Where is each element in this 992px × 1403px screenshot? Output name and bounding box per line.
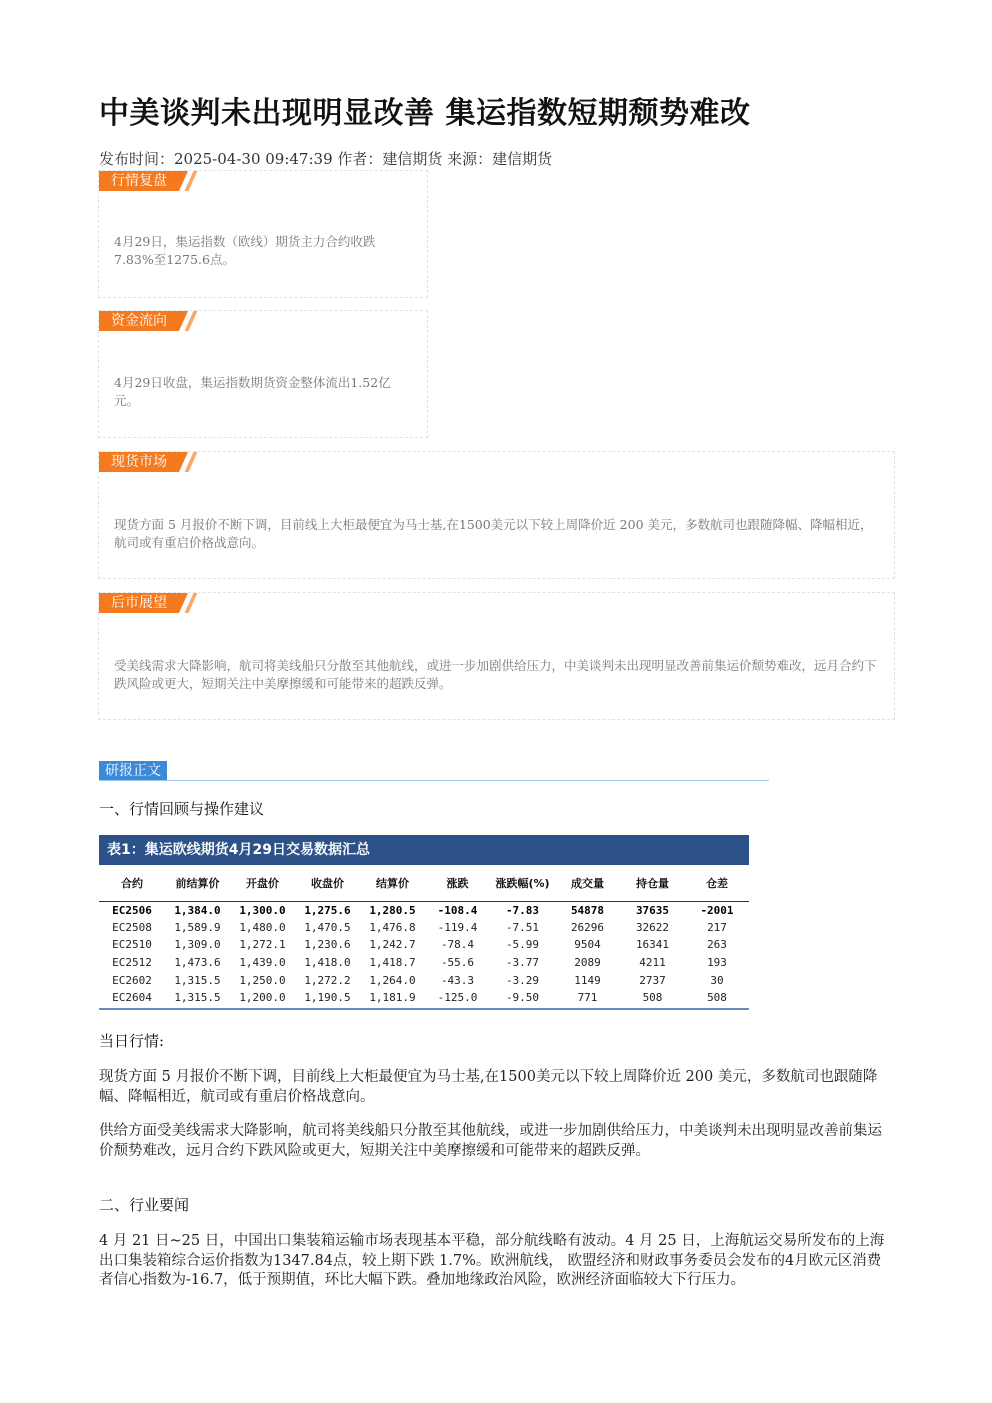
col-header: 持仓量 [636,876,669,890]
table-cell: 1,315.5 [174,973,221,987]
table-cell: 26296 [570,920,605,934]
table-title: 表1：集运欧线期货4月29日交易数据汇总 [99,835,749,865]
col-header: 开盘价 [246,876,279,890]
table-cell: 1,242.7 [369,938,416,952]
col-header: 前结算价 [175,876,220,890]
table-cell: 1,589.9 [174,920,221,934]
card-tag: 资金流向 [99,311,179,331]
table-cell: 1,300.0 [239,903,286,917]
card-text: 现货方面 5 月报价不断下调，目前线上大柜最便宜为马士基,在1500美元以下较上周降价近 200 美元，多数航司也跟随降幅、降幅相近，航司或有重启价格战意向。 [114,517,873,550]
table-cell: -3.29 [505,973,540,987]
table-cell: 1,473.6 [174,956,221,970]
table-cell: 1,190.5 [304,991,351,1005]
col-header: 涨跌幅(%) [495,876,550,890]
table-cell: -7.83 [505,903,540,917]
heading-industry-news: 二、行业要闻 [99,1196,190,1214]
table-cell: EC2604 [112,991,152,1005]
table-cell: 1,250.0 [239,973,286,987]
table-cell: 1,480.0 [239,920,286,934]
card-text: 受美线需求大降影响，航司将美线船只分散至其他航线，或进一步加剧供给压力，中美谈判未出现明显改善前集运价颓势难改，远月合约下跌风险或更大，短期关注中美摩擦缓和可能带来的超跌反弹。 [114,658,877,691]
table-cell: -108.4 [437,903,478,917]
table-cell: EC2510 [112,938,152,952]
table-cell: EC2512 [112,956,152,970]
section-divider [99,780,769,781]
table-cell: EC2602 [112,973,152,987]
table-cell: 1,470.5 [304,920,351,934]
heading-review: 一、行情回顾与操作建议 [99,800,265,818]
article-meta: 发布时间：2025-04-30 09:47:39 作者：建信期货 来源：建信期货 [99,150,553,168]
table-cell: 1,384.0 [174,903,221,917]
table-cell: 1,476.8 [369,920,416,934]
table-body [99,901,749,1007]
table-cell: -2001 [700,903,734,917]
card-tag: 现货市场 [99,452,179,472]
table-cell: EC2508 [112,920,152,934]
table-cell: 2737 [639,973,666,987]
table-row [99,971,749,989]
table-cell: 9504 [574,938,601,952]
table-cell: 30 [710,973,724,987]
table-row [99,954,749,972]
table-bottom-rule [99,1008,749,1010]
trade-data-table [99,835,749,1010]
col-header: 成交量 [571,876,604,890]
table-cell: 508 [642,991,663,1005]
table-cell: 1,315.5 [174,991,221,1005]
card-spot-market [98,451,895,579]
table-row [99,901,749,919]
daily-market-label: 当日行情: [99,1032,165,1050]
table-cell: 1,264.0 [369,973,416,987]
table-cell: 1,272.1 [239,938,286,952]
table-cell: 4211 [639,956,666,970]
table-cell: -9.50 [505,991,540,1005]
table-cell: 37635 [635,903,670,917]
col-header: 收盘价 [311,876,344,890]
table-row [99,936,749,954]
card-market-review [98,170,428,298]
col-header: 涨跌 [446,876,469,890]
card-outlook [98,592,895,720]
table-cell: 1,200.0 [239,991,286,1005]
table-cell: -3.77 [505,956,540,970]
table-cell: -119.4 [437,920,478,934]
table-row [99,919,749,937]
table-cell: -125.0 [437,991,478,1005]
table-cell: 32622 [635,920,670,934]
table-cell: 2089 [574,956,601,970]
card-tag: 后市展望 [99,593,179,613]
table-cell: 263 [707,938,727,952]
table-cell: 1,418.7 [369,956,416,970]
col-header: 仓差 [706,876,728,890]
table-cell: EC2506 [112,903,152,917]
card-text: 4月29日收盘，集运指数期货资金整体流出1.52亿元。 [114,375,391,408]
table-cell: 54878 [570,903,605,917]
paragraph: 现货方面 5 月报价不断下调，目前线上大柜最便宜为马士基,在1500美元以下较上周降价近 200 美元，多数航司也跟随降幅、降幅相近，航司或有重启价格战意向。 [99,1069,878,1105]
table-cell: 217 [707,920,727,934]
table-cell: -7.51 [505,920,540,934]
paragraph: 供给方面受美线需求大降影响，航司将美线船只分散至其他航线，或进一步加剧供给压力，中美谈判未出现明显改善前集运价颓势难改，远月合约下跌风险或更大，短期关注中美摩擦缓和可能带来的超跌反弹。 [99,1123,882,1159]
table-cell: 1,309.0 [174,938,221,952]
table-cell: 1,418.0 [304,956,351,970]
table-cell: 1,272.2 [304,973,351,987]
table-cell: -78.4 [440,938,475,952]
table-row [99,989,749,1007]
table-cell: 1,230.6 [304,938,351,952]
table-cell: 1,181.9 [369,991,416,1005]
table-cell: 16341 [635,938,670,952]
table-cell: 193 [707,956,727,970]
card-tag: 行情复盘 [99,171,179,191]
table-cell: -43.3 [440,973,475,987]
table-cell: -5.99 [505,938,540,952]
section-tag: 研报正文 [99,761,167,781]
table-cell: 508 [707,991,727,1005]
article-title: 中美谈判未出现明显改善 集运指数短期颓势难改 [99,96,751,131]
col-header: 合约 [121,876,143,890]
table-cell: 1,275.6 [304,903,351,917]
table-header-row [99,865,749,901]
table-cell: 771 [577,991,598,1005]
paragraph: 4 月 21 日~25 日，中国出口集装箱运输市场表现基本平稳，部分航线略有波动。4 月 25 日，上海航运交易所发布的上海出口集装箱综合运价指数为1347.84点，较上期下跌 1.7%。欧洲航线， 欧盟经济和财政事务委员会发布的4月欧元区消费者信心指数为-16.7，低于预期值，环比大幅下跌。叠加地缘政治风险，欧洲经济面临较大下行压力。 [99,1233,885,1288]
table-cell: -55.6 [440,956,475,970]
col-header: 结算价 [376,876,409,890]
table-cell: 1149 [574,973,601,987]
table-cell: 1,280.5 [369,903,416,917]
card-fund-flow [98,310,428,438]
card-text: 4月29日，集运指数（欧线）期货主力合约收跌7.83%至1275.6点。 [114,234,376,267]
table-cell: 1,439.0 [239,956,286,970]
